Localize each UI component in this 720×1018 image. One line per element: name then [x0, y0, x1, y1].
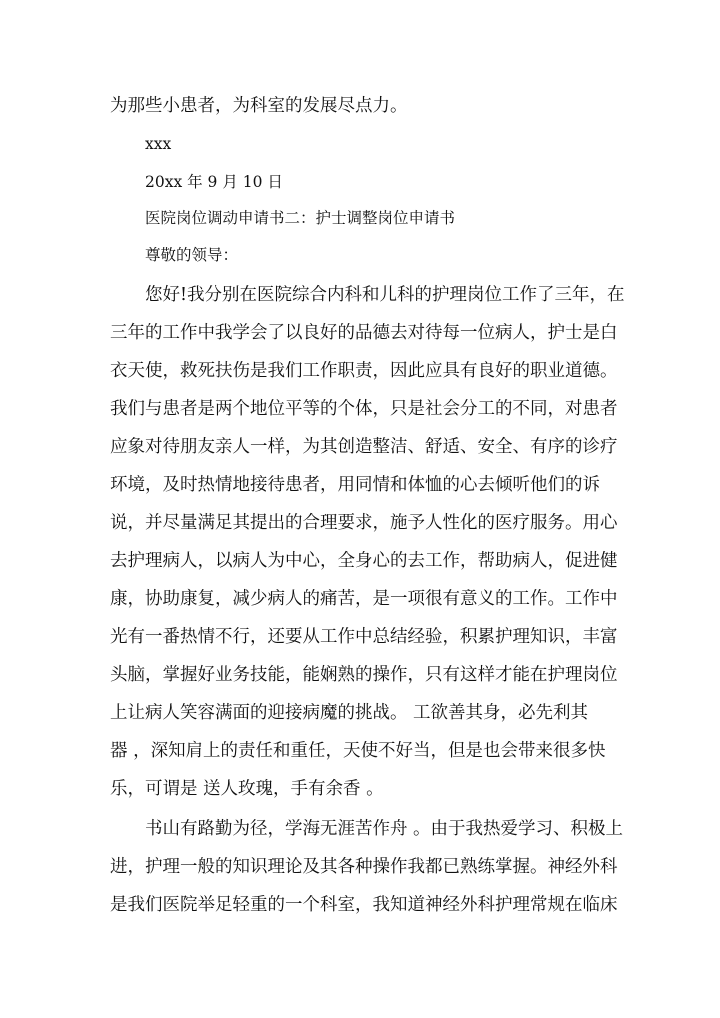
paragraph-line: 康，协助康复，减少病人的痛苦，是一项很有意义的工作。工作中 — [110, 589, 618, 609]
signature-name: xxx — [145, 135, 172, 153]
paragraph-line: 头脑，掌握好业务技能，能娴熟的操作，只有这样才能在护理岗位 — [110, 665, 618, 685]
paragraph-line: 三年的工作中我学会了以良好的品德去对待每一位病人，护士是白 — [110, 323, 618, 343]
paragraph-line: 上让病人笑容满面的迎接病魔的挑战。 工欲善其身，必先利其 — [110, 703, 589, 723]
paragraph-line: 应象对待朋友亲人一样，为其创造整洁、舒适、安全、有序的诊疗 — [110, 437, 618, 457]
salutation: 尊敬的领导： — [145, 246, 239, 264]
section-title: 医院岗位调动申请书二：护士调整岗位申请书 — [145, 209, 456, 227]
paragraph-line: 为那些小患者，为科室的发展尽点力。 — [110, 96, 408, 116]
paragraph-line: 说，并尽量满足其提出的合理要求，施予人性化的医疗服务。用心 — [110, 513, 618, 533]
paragraph-line: 是我们医院举足轻重的一个科室，我知道神经外科护理常规在临床 — [110, 895, 618, 915]
paragraph-line: 衣天使，救死扶伤是我们工作职责，因此应具有良好的职业道德。 — [110, 361, 618, 381]
signature-date: 20xx 年 9 月 10 日 — [145, 173, 283, 191]
paragraph-line: 光有一番热情不行，还要从工作中总结经验，积累护理知识，丰富 — [110, 627, 618, 647]
paragraph-line: 乐，可谓是 送人玫瑰，手有余香 。 — [110, 779, 384, 799]
paragraph-line: 去护理病人，以病人为中心，全身心的去工作，帮助病人，促进健 — [110, 551, 618, 571]
paragraph-line: 进，护理一般的知识理论及其各种操作我都已熟练掌握。神经外科 — [110, 857, 618, 877]
paragraph-line: 您好!我分别在医院综合内科和儿科的护理岗位工作了三年，在 — [145, 285, 625, 305]
paragraph-line: 书山有路勤为径，学海无涯苦作舟 。由于我热爱学习、积极上 — [145, 819, 624, 839]
paragraph-line: 我们与患者是两个地位平等的个体，只是社会分工的不同，对患者 — [110, 399, 618, 419]
paragraph-line: 器 ，深知肩上的责任和重任，天使不好当，但是也会带来很多快 — [110, 741, 606, 761]
paragraph-line: 环境，及时热情地接待患者，用同情和体恤的心去倾听他们的诉 — [110, 475, 600, 495]
